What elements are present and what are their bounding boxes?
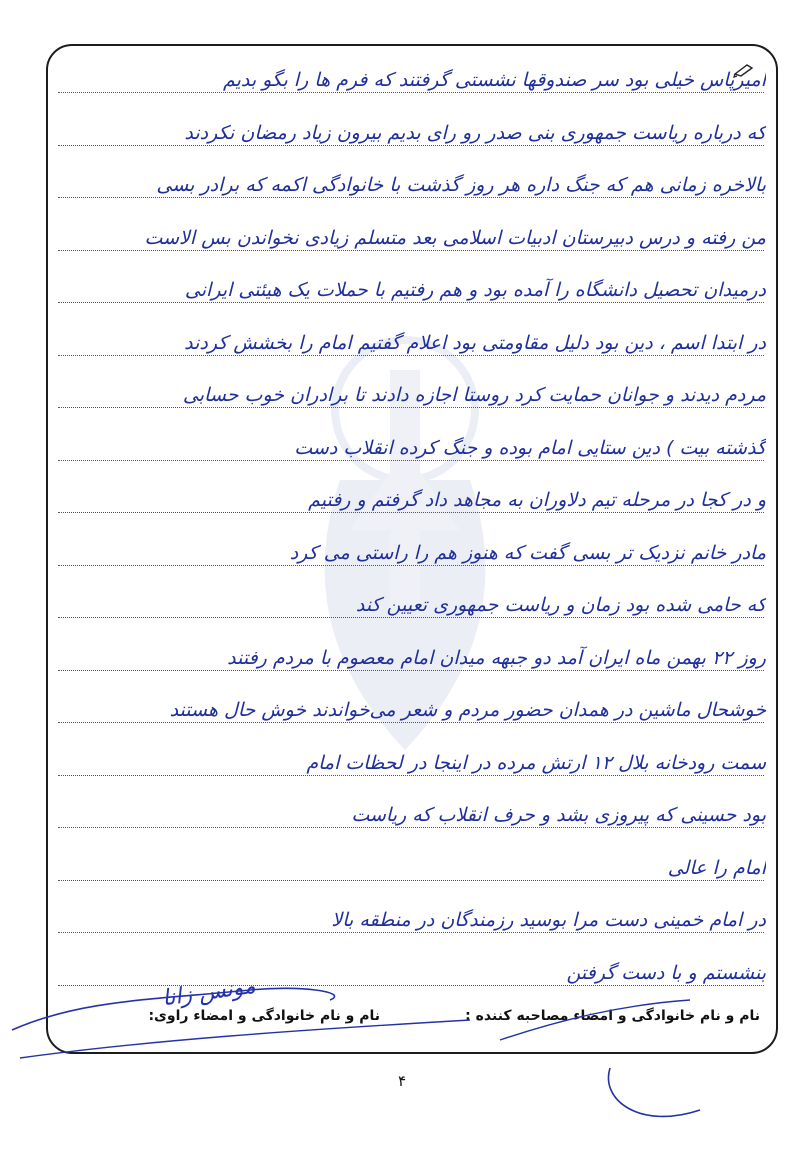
ruled-line xyxy=(58,932,764,933)
handwritten-line: گذشته بیت ) دین ستایی امام بوده و جنگ کرده انقلاب دست xyxy=(294,436,766,459)
page-number: ۴ xyxy=(397,1072,407,1090)
ruled-line xyxy=(58,775,764,776)
ruled-line xyxy=(58,460,764,461)
handwritten-line: که درباره ریاست جمهوری بنی صدر رو رای بدیم بیرون زیاد رمضان نکردند xyxy=(184,121,766,144)
ruled-line xyxy=(58,880,764,881)
ruled-line xyxy=(58,565,764,566)
handwritten-line: در ابتدا اسم ، دین بود دلیل مقاومتی بود اعلام گفتیم امام را بخشش کردند xyxy=(184,331,766,354)
ruled-line xyxy=(58,512,764,513)
handwritten-line: امیرپاس خیلی بود سر صندوقها نشستی گرفتند که فرم ها را بگو بدیم xyxy=(222,69,766,91)
handwritten-line: روز ۲۲ بهمن ماه ایران آمد دو جبهه میدان امام معصوم با مردم رفتند xyxy=(227,646,766,669)
ruled-line xyxy=(58,617,764,618)
ruled-line xyxy=(58,670,764,671)
ruled-line xyxy=(58,197,764,198)
handwritten-line: خوشحال ماشین در همدان حضور مردم و شعر می‌خواندند خوش حال هستند xyxy=(169,699,766,721)
handwritten-line: من رفته و درس دبیرستان ادبیات اسلامی بعد متسلم زیادی نخواندن بس الاست xyxy=(144,226,766,249)
ruled-line xyxy=(58,92,764,93)
handwritten-line: درمیدان تحصیل دانشگاه را آمده بود و هم رفتیم با حملات یک هیئتی ایرانی xyxy=(184,279,766,301)
handwritten-line: امام را عالی xyxy=(667,856,766,879)
ruled-line xyxy=(58,250,764,251)
handwritten-line: سمت رودخانه بلال ۱۲ ارتش مرده در اینجا در لحظات امام xyxy=(306,751,766,774)
interviewer-signature-label: نام و نام خانوادگی و امضاء مصاحبه کننده : xyxy=(465,1008,760,1024)
handwritten-line: مادر خانم نزدیک تر بسی گفت که هنوز هم را راستی می کرد xyxy=(289,541,766,564)
handwritten-line: مردم دیدند و جوانان حمایت کرد روستا اجازه دادند تا برادران خوب حسابی xyxy=(182,384,766,406)
ruled-line xyxy=(58,722,764,723)
narrator-signature: مونس زانا xyxy=(160,973,258,1012)
ruled-line xyxy=(58,827,764,828)
ruled-line xyxy=(58,407,764,408)
handwritten-line: که حامی شده بود زمان و ریاست جمهوری تعیین کند xyxy=(355,594,766,616)
handwritten-line: و در کجا در مرحله تیم دلاوران به مجاهد داد گرفتم و رفتیم xyxy=(308,489,766,511)
handwritten-line: بنشستم و با دست گرفتن xyxy=(566,961,766,984)
ruled-line xyxy=(58,355,764,356)
handwritten-line: بود حسینی که پیروزی بشد و حرف انقلاب که ریاست xyxy=(351,804,766,826)
handwritten-line: بالاخره زمانی هم که جنگ داره هر روز گذشت با خانوادگی اکمه که برادر بسی xyxy=(156,174,766,196)
ruled-line xyxy=(58,302,764,303)
narrator-signature-label: نام و نام خانوادگی و امضاء راوی: xyxy=(148,1008,380,1024)
ruled-line xyxy=(58,145,764,146)
handwritten-line: در امام خمینی دست مرا بوسید رزمندگان در منطقه بالا xyxy=(331,909,766,931)
